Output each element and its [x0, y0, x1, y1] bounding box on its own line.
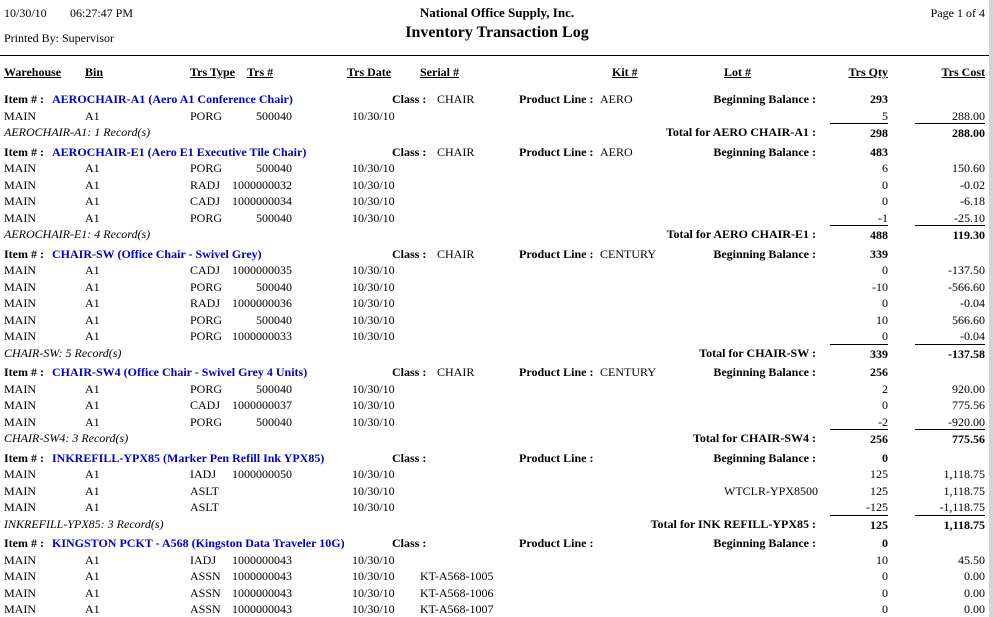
product-line-label: Product Line :	[519, 450, 594, 465]
trs-type-cell: PORG	[190, 312, 223, 327]
trs-number-cell: 1000000037	[232, 398, 292, 412]
transaction-row	[0, 482, 994, 499]
trs-qty-cell: 10	[876, 552, 888, 567]
trs-cost-cell: -920.00	[948, 414, 985, 429]
trs-date-cell: 10/30/10	[352, 585, 395, 600]
beginning-balance-label: Beginning Balance :	[713, 92, 816, 106]
bin-cell: A1	[85, 263, 100, 277]
item-header-row	[0, 449, 994, 466]
record-count-label: INKREFILL-YPX85: 3 Record(s)	[4, 516, 164, 531]
transaction-row	[0, 380, 994, 397]
class-label: Class :	[392, 450, 427, 465]
trs-qty-cell: -2	[878, 414, 888, 429]
item-name: AEROCHAIR-A1 (Aero A1 Conference Chair)	[52, 92, 293, 106]
record-count-label: CHAIR-SW: 5 Record(s)	[4, 345, 122, 360]
group-total-qty: 488	[830, 225, 888, 243]
trs-number-cell: 1000000034	[232, 194, 292, 208]
warehouse-cell: MAIN	[4, 500, 36, 514]
trs-number-cell: 500040	[256, 108, 292, 123]
bin-cell: A1	[85, 296, 100, 310]
group-total-cost: -137.58	[915, 344, 985, 362]
item-number-label: Item # :	[4, 246, 44, 261]
group-total-row	[0, 344, 994, 361]
warehouse-cell: MAIN	[4, 108, 36, 123]
transaction-row	[0, 551, 994, 568]
trs-date-cell: 10/30/10	[352, 414, 395, 429]
trs-number-cell: 1000000043	[232, 602, 292, 616]
warehouse-cell: MAIN	[4, 467, 36, 481]
trs-cost-cell: 1,118.75	[943, 483, 985, 498]
column-header-trs-qty: Trs Qty	[848, 65, 888, 79]
warehouse-cell: MAIN	[4, 381, 36, 396]
group-total-row	[0, 123, 994, 140]
item-name: CHAIR-SW4 (Office Chair - Swivel Grey 4 Units)	[52, 365, 308, 379]
report-title: Inventory Transaction Log	[405, 24, 589, 41]
trs-number-cell: 1000000036	[232, 296, 292, 310]
trs-date-cell: 10/30/10	[352, 296, 395, 310]
page-indicator: Page 1 of 4	[930, 6, 985, 20]
bin-cell: A1	[85, 329, 100, 343]
item-name: KINGSTON PCKT - A568 (Kingston Data Traveler 10G)	[52, 536, 345, 550]
warehouse-cell: MAIN	[4, 483, 36, 498]
trs-type-cell: ASSN	[190, 569, 221, 583]
report-header	[0, 0, 994, 56]
trs-qty-cell: 0	[882, 398, 888, 412]
trs-number-cell: 500040	[256, 381, 292, 396]
class-label: Class :	[392, 144, 427, 159]
trs-type-cell: RADJ	[190, 177, 221, 192]
warehouse-cell: MAIN	[4, 296, 36, 310]
trs-date-cell: 10/30/10	[352, 312, 395, 327]
trs-number-cell: 1000000035	[232, 263, 292, 277]
bin-cell: A1	[85, 210, 100, 225]
class-label: Class :	[392, 246, 427, 261]
trs-qty-cell: 0	[882, 585, 888, 600]
trs-qty-cell: 0	[882, 602, 888, 616]
trs-qty-cell: 0	[882, 263, 888, 277]
item-number-label: Item # :	[4, 365, 44, 379]
trs-type-cell: CADJ	[190, 398, 221, 412]
trs-type-cell: IADJ	[190, 467, 216, 481]
trs-qty-cell: 6	[882, 161, 888, 175]
trs-cost-cell: -25.10	[954, 210, 985, 225]
item-header-row	[0, 143, 994, 160]
group-total-label: Total for AERO CHAIR-A1 :	[665, 125, 816, 139]
beginning-balance-value: 0	[882, 450, 888, 465]
beginning-balance-label: Beginning Balance :	[713, 246, 816, 261]
trs-qty-cell: -10	[872, 279, 888, 294]
trs-qty-cell: 0	[882, 296, 888, 310]
trs-type-cell: CADJ	[190, 263, 221, 277]
beginning-balance-value: 293	[870, 92, 888, 106]
trs-type-cell: CADJ	[190, 194, 221, 208]
warehouse-cell: MAIN	[4, 161, 36, 175]
warehouse-cell: MAIN	[4, 569, 36, 583]
trs-date-cell: 10/30/10	[352, 194, 395, 208]
warehouse-cell: MAIN	[4, 398, 36, 412]
transaction-row	[0, 294, 994, 311]
trs-number-cell: 500040	[256, 312, 292, 327]
group-total-cost: 1,118.75	[915, 515, 985, 533]
trs-type-cell: ASLT	[190, 483, 219, 498]
trs-qty-cell: 0	[882, 569, 888, 583]
trs-number-cell: 1000000033	[232, 329, 292, 343]
trs-date-cell: 10/30/10	[352, 500, 395, 514]
product-line-label: Product Line :	[519, 536, 594, 550]
item-header-row	[0, 534, 994, 551]
item-name: INKREFILL-YPX85 (Marker Pen Refill Ink YPX85)	[52, 450, 325, 465]
bin-cell: A1	[85, 585, 100, 600]
product-line-label: Product Line :	[519, 144, 594, 159]
trs-cost-cell: 0.00	[964, 585, 985, 600]
trs-number-cell: 500040	[256, 414, 292, 429]
bin-cell: A1	[85, 381, 100, 396]
group-total-qty: 298	[830, 123, 888, 141]
trs-number-cell: 1000000032	[232, 177, 292, 192]
warehouse-cell: MAIN	[4, 210, 36, 225]
report-date: 10/30/10	[4, 6, 47, 20]
warehouse-cell: MAIN	[4, 312, 36, 327]
trs-date-cell: 10/30/10	[352, 483, 395, 498]
class-value: CHAIR	[437, 144, 475, 159]
beginning-balance-value: 483	[870, 144, 888, 159]
bin-cell: A1	[85, 414, 100, 429]
item-header-row	[0, 245, 994, 262]
trs-date-cell: 10/30/10	[352, 398, 395, 412]
product-line-label: Product Line :	[519, 92, 594, 106]
trs-number-cell: 500040	[256, 161, 292, 175]
trs-cost-cell: 920.00	[952, 381, 985, 396]
item-name: AEROCHAIR-E1 (Aero E1 Executive Tile Chair)	[52, 144, 307, 159]
warehouse-cell: MAIN	[4, 177, 36, 192]
product-line-value: AERO	[600, 92, 633, 106]
column-header-lot: Lot #	[724, 65, 751, 79]
trs-date-cell: 10/30/10	[352, 329, 395, 343]
class-label: Class :	[392, 92, 427, 106]
column-header-trs-type: Trs Type	[190, 65, 236, 79]
class-label: Class :	[392, 365, 427, 379]
right-scrollbar-track[interactable]	[989, 0, 994, 617]
trs-number-cell: 500040	[256, 210, 292, 225]
product-line-label: Product Line :	[519, 246, 594, 261]
transaction-row	[0, 498, 994, 515]
serial-number-cell: KT-A568-1007	[420, 602, 494, 616]
transaction-row	[0, 567, 994, 584]
beginning-balance-label: Beginning Balance :	[713, 536, 816, 550]
serial-number-cell: KT-A568-1005	[420, 569, 494, 583]
group-total-qty: 339	[830, 344, 888, 362]
beginning-balance-value: 0	[882, 536, 888, 550]
bin-cell: A1	[85, 552, 100, 567]
beginning-balance-label: Beginning Balance :	[713, 450, 816, 465]
trs-date-cell: 10/30/10	[352, 108, 395, 123]
group-total-cost: 775.56	[915, 429, 985, 447]
item-number-label: Item # :	[4, 92, 44, 106]
class-value: CHAIR	[437, 92, 475, 106]
trs-cost-cell: 1,118.75	[943, 467, 985, 481]
class-value: CHAIR	[437, 246, 475, 261]
group-total-label: Total for CHAIR-SW4 :	[692, 431, 816, 445]
product-line-value: AERO	[600, 144, 633, 159]
column-header-trs-date: Trs Date	[347, 65, 392, 79]
trs-number-cell: 1000000043	[232, 552, 292, 567]
group-total-row	[0, 225, 994, 242]
column-header-trs-cost: Trs Cost	[941, 65, 985, 79]
serial-number-cell: KT-A568-1006	[420, 585, 494, 600]
column-header-kit: Kit #	[612, 65, 638, 79]
warehouse-cell: MAIN	[4, 602, 36, 616]
beginning-balance-value: 256	[870, 365, 888, 379]
trs-cost-cell: 0.00	[964, 602, 985, 616]
item-number-label: Item # :	[4, 536, 44, 550]
item-number-label: Item # :	[4, 144, 44, 159]
column-header-trs-num: Trs #	[247, 65, 274, 79]
trs-cost-cell: -566.60	[948, 279, 985, 294]
bin-cell: A1	[85, 161, 100, 175]
group-total-label: Total for INK REFILL-YPX85 :	[650, 516, 816, 531]
trs-date-cell: 10/30/10	[352, 210, 395, 225]
record-count-label: CHAIR-SW4: 3 Record(s)	[4, 431, 129, 445]
trs-cost-cell: 150.60	[952, 161, 985, 175]
trs-qty-cell: -125	[866, 500, 888, 514]
transaction-row	[0, 396, 994, 413]
trs-number-cell: 1000000050	[232, 467, 292, 481]
trs-type-cell: ASSN	[190, 585, 221, 600]
product-line-value: CENTURY	[600, 246, 657, 261]
trs-cost-cell: -137.50	[948, 263, 985, 277]
trs-number-cell: 1000000043	[232, 585, 292, 600]
trs-date-cell: 10/30/10	[352, 177, 395, 192]
transaction-row	[0, 192, 994, 209]
beginning-balance-label: Beginning Balance :	[713, 365, 816, 379]
trs-type-cell: RADJ	[190, 296, 221, 310]
trs-type-cell: IADJ	[190, 552, 216, 567]
trs-cost-cell: -0.04	[960, 329, 985, 343]
transaction-row	[0, 327, 994, 344]
warehouse-cell: MAIN	[4, 585, 36, 600]
trs-type-cell: PORG	[190, 210, 223, 225]
trs-cost-cell: 566.60	[952, 312, 985, 327]
trs-cost-cell: 288.00	[952, 108, 985, 123]
group-total-cost: 119.30	[915, 225, 985, 243]
column-header-bin: Bin	[85, 65, 104, 79]
bin-cell: A1	[85, 483, 100, 498]
trs-cost-cell: -0.04	[960, 296, 985, 310]
trs-qty-cell: 5	[882, 108, 888, 123]
warehouse-cell: MAIN	[4, 329, 36, 343]
transaction-row	[0, 413, 994, 430]
transaction-row	[0, 600, 994, 617]
group-total-row	[0, 515, 994, 532]
transaction-row	[0, 311, 994, 328]
trs-type-cell: ASLT	[190, 500, 219, 514]
report-body	[0, 90, 994, 617]
item-name: CHAIR-SW (Office Chair - Swivel Grey)	[52, 246, 262, 261]
trs-date-cell: 10/30/10	[352, 161, 395, 175]
beginning-balance-value: 339	[870, 246, 888, 261]
trs-date-cell: 10/30/10	[352, 279, 395, 294]
column-header-serial: Serial #	[420, 65, 459, 79]
class-value: CHAIR	[437, 365, 475, 379]
trs-cost-cell: 45.50	[958, 552, 985, 567]
record-count-label: AEROCHAIR-A1: 1 Record(s)	[4, 125, 151, 139]
bin-cell: A1	[85, 500, 100, 514]
trs-date-cell: 10/30/10	[352, 569, 395, 583]
trs-number-cell: 500040	[256, 279, 292, 294]
group-total-label: Total for AERO CHAIR-E1 :	[666, 227, 816, 241]
trs-cost-cell: 0.00	[964, 569, 985, 583]
trs-type-cell: PORG	[190, 161, 223, 175]
bin-cell: A1	[85, 312, 100, 327]
transaction-row	[0, 278, 994, 295]
warehouse-cell: MAIN	[4, 263, 36, 277]
group-total-cost: 288.00	[915, 123, 985, 141]
trs-qty-cell: 2	[882, 381, 888, 396]
transaction-row	[0, 107, 994, 124]
report-time: 06:27:47 PM	[70, 6, 134, 20]
trs-cost-cell: -6.18	[960, 194, 985, 208]
trs-type-cell: PORG	[190, 381, 223, 396]
company-name: National Office Supply, Inc.	[419, 5, 575, 20]
bin-cell: A1	[85, 177, 100, 192]
transaction-row	[0, 261, 994, 278]
trs-date-cell: 10/30/10	[352, 602, 395, 616]
product-line-value: CENTURY	[600, 365, 657, 379]
trs-type-cell: ASSN	[190, 602, 221, 616]
bin-cell: A1	[85, 569, 100, 583]
bin-cell: A1	[85, 467, 100, 481]
record-count-label: AEROCHAIR-E1: 4 Record(s)	[4, 227, 151, 241]
group-total-row	[0, 429, 994, 446]
trs-type-cell: PORG	[190, 329, 223, 343]
trs-date-cell: 10/30/10	[352, 381, 395, 396]
trs-qty-cell: 0	[882, 177, 888, 192]
trs-type-cell: PORG	[190, 279, 223, 294]
product-line-label: Product Line :	[519, 365, 594, 379]
trs-date-cell: 10/30/10	[352, 467, 395, 481]
trs-date-cell: 10/30/10	[352, 552, 395, 567]
trs-qty-cell: 10	[876, 312, 888, 327]
transaction-row	[0, 584, 994, 601]
column-header-row	[0, 56, 994, 87]
trs-qty-cell: 125	[870, 467, 888, 481]
group-total-label: Total for CHAIR-SW :	[699, 345, 816, 360]
bin-cell: A1	[85, 602, 100, 616]
transaction-row	[0, 209, 994, 226]
group-total-qty: 256	[830, 429, 888, 447]
trs-cost-cell: -0.02	[960, 177, 985, 192]
warehouse-cell: MAIN	[4, 194, 36, 208]
trs-type-cell: PORG	[190, 108, 223, 123]
lot-number-cell: WTCLR-YPX8500	[724, 483, 818, 498]
item-header-row	[0, 363, 994, 380]
printed-by: Printed By: Supervisor	[4, 31, 114, 45]
trs-date-cell: 10/30/10	[352, 263, 395, 277]
bin-cell: A1	[85, 108, 100, 123]
trs-cost-cell: 775.56	[952, 398, 985, 412]
column-header-warehouse: Warehouse	[4, 65, 62, 79]
trs-qty-cell: 0	[882, 194, 888, 208]
warehouse-cell: MAIN	[4, 552, 36, 567]
trs-type-cell: PORG	[190, 414, 223, 429]
trs-qty-cell: 0	[882, 329, 888, 343]
class-label: Class :	[392, 536, 427, 550]
transaction-row	[0, 176, 994, 193]
trs-number-cell: 1000000043	[232, 569, 292, 583]
group-total-qty: 125	[830, 515, 888, 533]
transaction-row	[0, 159, 994, 176]
trs-cost-cell: -1,118.75	[939, 500, 985, 514]
bin-cell: A1	[85, 279, 100, 294]
bin-cell: A1	[85, 194, 100, 208]
beginning-balance-label: Beginning Balance :	[713, 144, 816, 159]
bin-cell: A1	[85, 398, 100, 412]
transaction-row	[0, 465, 994, 482]
warehouse-cell: MAIN	[4, 414, 36, 429]
item-header-row	[0, 90, 994, 107]
warehouse-cell: MAIN	[4, 279, 36, 294]
trs-qty-cell: 125	[870, 483, 888, 498]
item-number-label: Item # :	[4, 450, 44, 465]
trs-qty-cell: -1	[878, 210, 888, 225]
